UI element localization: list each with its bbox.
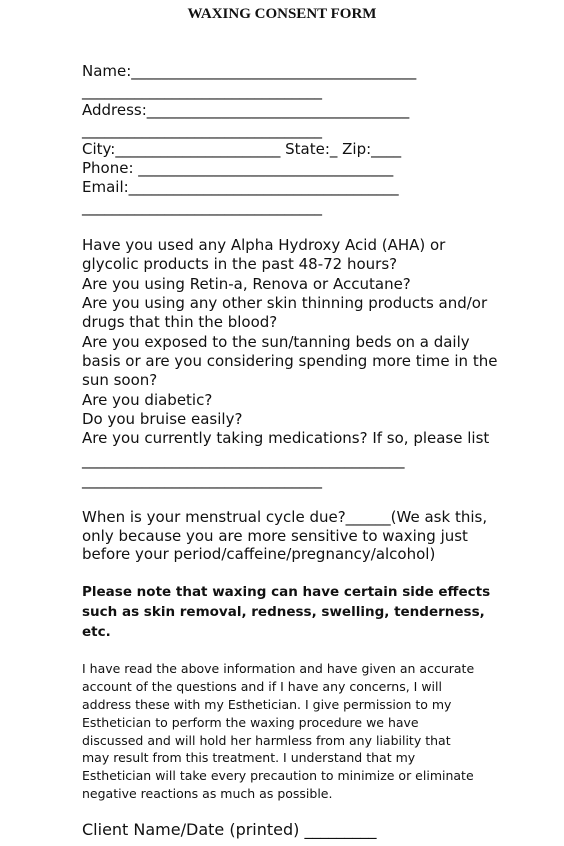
side-effects-note: etc.	[82, 624, 111, 640]
consent-paragraph-line: Esthetician will take every precaution to minimize or eliminate	[82, 768, 474, 783]
client-signature-field[interactable]: Client Name/Date (printed) _________	[82, 820, 377, 839]
name-field[interactable]: Name:______________________________________	[82, 62, 417, 80]
consent-paragraph-line: Esthetician to perform the waxing procedure we have	[82, 715, 419, 730]
address-field[interactable]: Address:___________________________________	[82, 101, 410, 119]
consent-paragraph-line: negative reactions as much as possible.	[82, 786, 333, 801]
consent-paragraph-line: I have read the above information and have given an accurate	[82, 661, 475, 676]
medication-line[interactable]: ________________________________	[82, 471, 322, 489]
question-line: basis or are you considering spending more time in the	[82, 352, 498, 370]
email-field-continuation[interactable]: ________________________________	[82, 198, 322, 216]
question-line: Are you currently taking medications? If so, please list	[82, 429, 490, 447]
consent-paragraph-line: may result from this treatment. I understand that my	[82, 750, 416, 765]
city-state-zip-field[interactable]: City:______________________ State:_ Zip:____	[82, 140, 402, 158]
question-line: sun soon?	[82, 371, 158, 389]
question-line: glycolic products in the past 48-72 hours?	[82, 255, 398, 273]
side-effects-note: such as skin removal, redness, swelling, tenderness,	[82, 604, 485, 620]
name-field-continuation[interactable]: ________________________________	[82, 82, 322, 100]
medication-line[interactable]: ___________________________________________	[82, 451, 405, 469]
menstrual-line: When is your menstrual cycle due?______(We ask this,	[82, 508, 488, 526]
question-line: Have you used any Alpha Hydroxy Acid (AHA) or	[82, 236, 446, 254]
consent-paragraph-line: account of the questions and if I have any concerns, I will	[82, 679, 442, 694]
address-field-continuation[interactable]: ________________________________	[82, 121, 322, 139]
question-line: Are you using Retin-a, Renova or Accutane?	[82, 275, 411, 293]
menstrual-line: only because you are more sensitive to waxing just	[82, 527, 468, 545]
menstrual-line: before your period/caffeine/pregnancy/alcohol)	[82, 545, 436, 563]
question-line: Do you bruise easily?	[82, 410, 243, 428]
phone-field[interactable]: Phone: __________________________________	[82, 159, 394, 177]
form-title: WAXING CONSENT FORM	[187, 6, 377, 22]
email-field[interactable]: Email:____________________________________	[82, 178, 399, 196]
question-line: drugs that thin the blood?	[82, 313, 278, 331]
consent-paragraph-line: address these with my Esthetician. I give permission to my	[82, 697, 452, 712]
question-line: Are you using any other skin thinning products and/or	[82, 294, 488, 312]
side-effects-note: Please note that waxing can have certain side effects	[82, 584, 491, 600]
question-line: Are you diabetic?	[82, 391, 213, 409]
consent-paragraph-line: discussed and will hold her harmless from any liability that	[82, 733, 451, 748]
question-line: Are you exposed to the sun/tanning beds on a daily	[82, 333, 470, 351]
